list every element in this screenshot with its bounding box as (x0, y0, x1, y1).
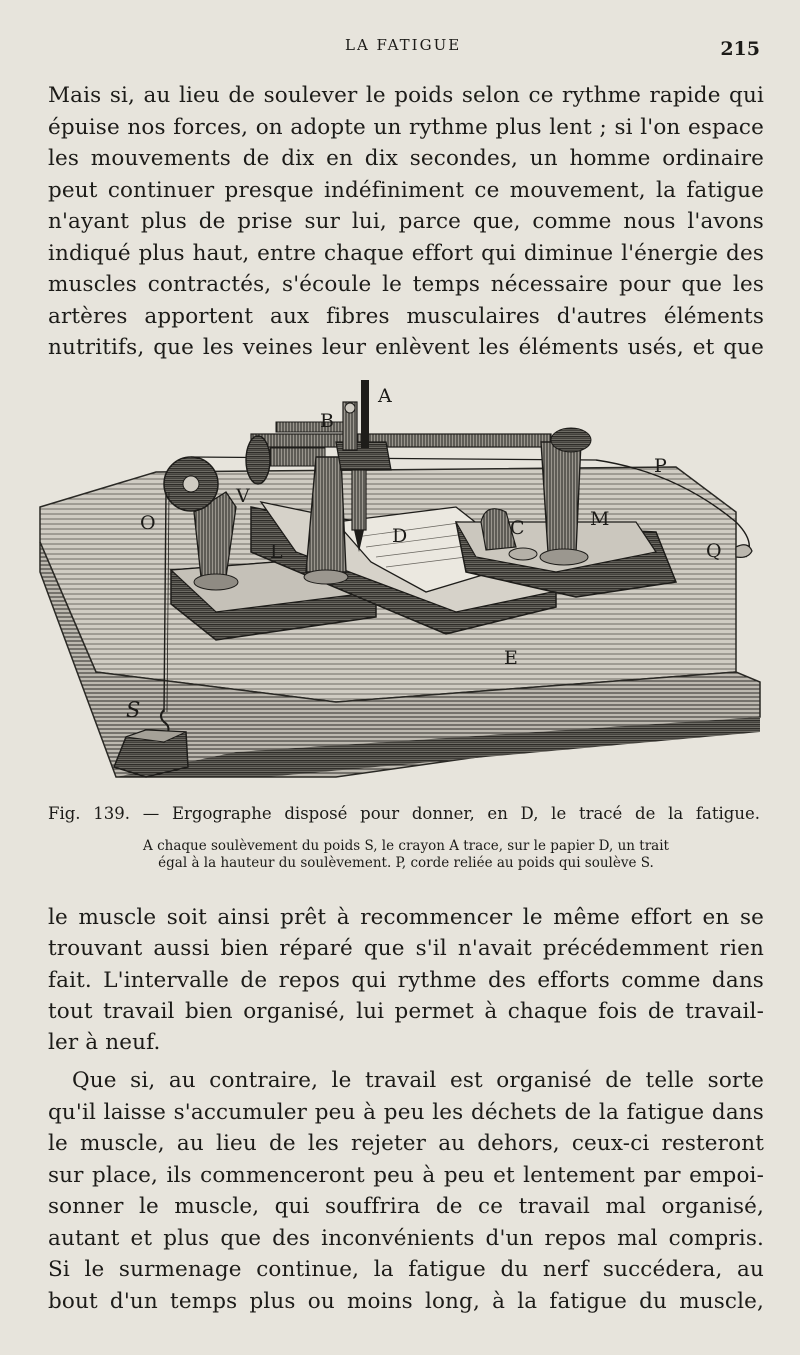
paragraph-3 (48, 1065, 764, 1317)
text-line: sur place, ils commenceront peu à peu et lentement par empoi- (48, 1162, 764, 1188)
text-line: épuise nos forces, on adopte un rythme plus lent ; si l'on espace (48, 114, 764, 140)
text-line: Que si, au contraire, le travail est organisé de telle sorte (72, 1068, 764, 1093)
ergograph-drawing (36, 372, 766, 787)
text-line: peut continuer presque indéfiniment ce mouvement, la fatigue (48, 177, 764, 203)
running-title: LA FATIGUE (345, 36, 462, 54)
text-line: Si le surmenage continue, la fatigue du nerf succédera, au (48, 1257, 764, 1282)
label-e: E (504, 647, 518, 669)
label-a: A (378, 385, 392, 407)
label-b: B (320, 410, 334, 432)
label-s: S (126, 698, 141, 722)
figure-caption: Fig. 139. — Ergographe disposé pour donner, en D, le tracé de la fatigue. (48, 804, 760, 823)
text-line: trouvant aussi bien réparé que s'il n'avait précédemment rien (48, 936, 764, 962)
text-line: indiqué plus haut, entre chaque effort qui diminue l'énergie des (48, 240, 764, 266)
paragraph-1 (48, 80, 764, 364)
label-q: Q (706, 540, 722, 562)
text-line: les mouvements de dix en dix secondes, un homme ordinaire (48, 146, 764, 171)
figure-caption-detail: A chaque soulèvement du poids S, le crayon A trace, sur le papier D, un trait (143, 838, 669, 854)
paragraph-2 (48, 902, 764, 1058)
label-p: P (654, 455, 667, 477)
text-line: le muscle soit ainsi prêt à recommencer le même effort en se (48, 905, 764, 930)
page-number: 215 (720, 38, 760, 60)
text-line: Mais si, au lieu de soulever le poids selon ce rythme rapide qui (48, 83, 764, 108)
text-line: le muscle, au lieu de les rejeter au dehors, ceux-ci resteront (48, 1131, 764, 1156)
text-line: qu'il laisse s'accumuler peu à peu les déchets de la fatigue dans (48, 1099, 764, 1125)
running-head (0, 34, 800, 58)
label-o: O (140, 512, 156, 534)
label-l: L (270, 541, 283, 563)
text-line: autant et plus que des inconvénients d'un repos mal compris. (48, 1225, 764, 1251)
figure-caption-detail: égal à la hauteur du soulèvement. P, corde reliée au poids qui soulève S. (158, 855, 654, 871)
text-line: nutritifs, que les veines leur enlèvent les éléments usés, et que (48, 335, 764, 360)
text-line: fait. L'intervalle de repos qui rythme des efforts comme dans (48, 967, 764, 993)
text-line: bout d'un temps plus ou moins long, à la fatigue du muscle, (48, 1288, 764, 1314)
text-line: n'ayant plus de prise sur lui, parce que, comme nous l'avons (48, 209, 764, 234)
text-line: tout travail bien organisé, lui permet à chaque fois de travail- (48, 998, 764, 1024)
text-line: artères apportent aux fibres musculaires d'autres éléments (48, 303, 764, 329)
label-v: V (236, 485, 250, 507)
text-line: muscles contractés, s'écoule le temps nécessaire pour que les (48, 272, 764, 297)
label-d: D (392, 525, 408, 547)
ergograph-illustration (36, 372, 766, 787)
label-m: M (590, 508, 610, 530)
label-c: C (510, 517, 525, 539)
text-line: ler à neuf. (48, 1030, 161, 1056)
text-line: sonner le muscle, qui souffrira de ce travail mal organisé, (48, 1194, 764, 1219)
